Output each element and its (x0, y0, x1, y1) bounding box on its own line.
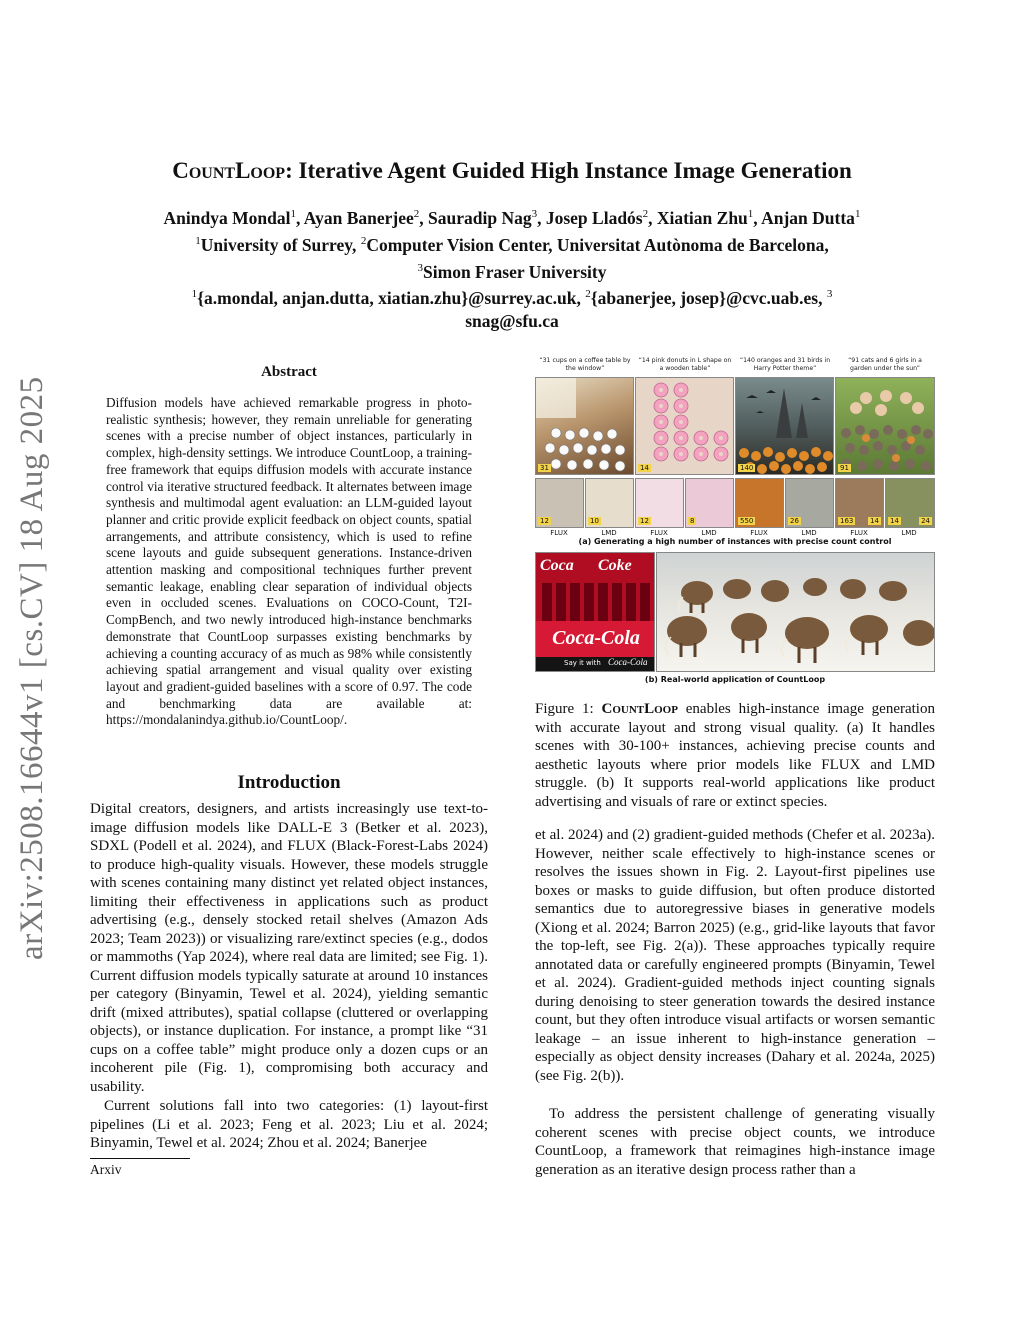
count-badge: 31 (540, 464, 549, 472)
introduction-paragraph-1: Digital creators, designers, and artists increasingly use text-to-image diffusion models like DALL-E 3 (Betker et al. 2023), SDXL (Podell et al. 2024), and FLUX (Black-Forest-Labs 2024) to produce high-quality visuals. However, these models struggle with scenes containing many distinct yet related object instances, limiting their effectiveness in applications such as product advertising (e.g., densely stocked retail shelves (Amazon Ads 2023; Team 2023)) or visualizing rare/extinct species (e.g., dodos or mammoths (Yap 2024), where real data are limited; see Fig. 1). Current diffusion models typically saturate at around 10 instances per category (Binyamin, Tewel et al. 2024), yielding semantic drift (mixed attributes), spatial collapse (cluttered or overlapping objects), or instance duplication. For instance, a prompt like “31 cups on a coffee table” might produce only a dozen cups or an incoherent pile (Fig. 1), compromising both accuracy and usability. (90, 801, 488, 1095)
cats-illustration (836, 378, 935, 475)
affiliation-line (60, 257, 964, 284)
count-badge: 163 (840, 517, 854, 525)
ad-slogan-logo: Coca-Cola (608, 657, 648, 667)
author-name: Xiatian Zhu (656, 207, 748, 228)
count-badge: 140 (740, 464, 754, 472)
image-donuts-flux (635, 478, 684, 528)
prompt-cups: “31 cups on a coffee table by the window” (539, 357, 631, 372)
affil-mark: 3 (826, 288, 833, 301)
affil-mark: 2 (585, 288, 591, 301)
author-name: Josep Lladós (545, 207, 643, 228)
affiliation-line (60, 230, 964, 257)
title-rest: : Iterative Agent Guided High Instance Image Generation (285, 158, 852, 183)
author-affil-mark: 1 (747, 208, 754, 220)
image-cups (535, 377, 634, 475)
figure-subcaption-b: (b) Real-world application of CountLoop (644, 675, 826, 684)
right-column-paragraph-2: To address the persistent challenge of generating visually coherent scenes with precise object counts, we introduce CountLoop, a framework that reimagines high-instance image generation as an iterative design process rather than a (535, 1106, 935, 1178)
footnote-rule (90, 1158, 190, 1159)
affiliation-text: University of Surrey, (200, 234, 361, 255)
email-line: snag@sfu.ca (465, 311, 559, 332)
author-line: Anindya Mondal$^1$, Ayan Banerjee$^2$, Sauradip Nag$^3$, Josep Lladós$^2$, Xiatian Zhu$^1$, Anjan Dutta$^1$ (163, 207, 861, 228)
figure-subcaption-a: (a) Generating a high number of instances with precise count control (578, 537, 892, 546)
footnote: Arxiv (90, 1162, 122, 1177)
mammoths-illustration (657, 553, 935, 672)
paper-title (0, 158, 1024, 184)
bottles-illustration (536, 553, 655, 672)
caption-label: Figure 1: (535, 701, 602, 717)
caption-method-name: CountLoop (601, 701, 678, 717)
introduction-heading: Introduction (237, 772, 341, 793)
count-badge: 8 (690, 517, 695, 525)
email-line (60, 283, 964, 310)
arxiv-stamp: arXiv:2508.16644v1 [cs.CV] 18 Aug 2025 (14, 376, 50, 960)
image-donuts (635, 377, 734, 475)
method-label: LMD (901, 529, 917, 537)
count-badge: 12 (540, 517, 549, 525)
count-badge: 550 (740, 517, 754, 525)
affil-mark: 2 (360, 234, 367, 247)
method-label: FLUX (550, 529, 568, 537)
prompt-cats: “91 cats and 6 girls in a garden under the sun” (848, 357, 922, 372)
count-badge: 12 (640, 517, 649, 525)
caption-text: enables high-instance image generation with accurate layout and strong visual quality. (a) It handles scenes with 30-100+ instances, achieving precise counts and aesthetic layouts where prior models like FLUX and LMD struggle. (b) It supports real-world applications like product advertising and visuals of rare or extinct species. (535, 701, 935, 810)
count-badge: 14 (640, 464, 649, 472)
method-label: FLUX (750, 529, 768, 537)
abstract-heading: Abstract (261, 364, 317, 380)
prompt-oranges: “140 oranges and 31 birds in Harry Potter theme” (739, 357, 831, 372)
ad-slogan: Say it with (564, 659, 601, 667)
image-oranges-lmd (785, 478, 834, 528)
author-name: Sauradip Nag (428, 207, 532, 228)
author-block (60, 203, 964, 333)
ad-logo: Coca-Cola (552, 627, 640, 649)
count-badge: 14 (870, 517, 879, 525)
count-badge: 14 (890, 517, 899, 525)
method-label: LMD (801, 529, 817, 537)
image-cats-flux (835, 478, 884, 528)
cups-illustration (536, 378, 634, 475)
count-badge: 24 (921, 517, 930, 525)
image-oranges (735, 377, 834, 475)
image-mammoths (656, 552, 935, 672)
method-label: LMD (701, 529, 717, 537)
figure-caption (535, 700, 935, 811)
right-column-paragraph-1: et al. 2024) and (2) gradient-guided methods (Chefer et al. 2023a). However, neither scale effectively to high-instance scenes or resolves the issues shown in Fig. 2. Layout-first pipelines use boxes or masks to guide diffusion, but often produce distorted semantics due to autoregressive biases in generative models (Xiong et al. 2024; Barron 2025) (e.g., grid-like layouts that favor the top-left, see Fig. 2(a)). These approaches typically require annotated data or carefully engineered prompts (Binyamin, Tewel et al. 2024). Gradient-guided methods inject counting signals during denoising to steer generation towards the desired instance count, but they often introduce visual artifacts or worsen semantic leakage – an issue inherent to high-instance generation – especially as object density increases (Dahary et al. 2024a, 2025) (see Fig. 2(b)). (535, 827, 935, 1084)
image-cats (835, 377, 935, 475)
method-label: FLUX (650, 529, 668, 537)
affiliation-text: Simon Fraser University (423, 261, 607, 282)
introduction-paragraph-2: Current solutions fall into two categories: (1) layout-first pipelines (Li et al. 2023; Feng et al. 2023; Liu et al. 2024; Binyamin, Tewel et al. 2024; Zhou et al. 2024; Banerjee (90, 1098, 488, 1151)
method-label: LMD (601, 529, 617, 537)
author-affil-mark: 2 (413, 208, 420, 220)
image-donuts-lmd (685, 478, 734, 528)
image-cats-lmd (885, 478, 935, 528)
ad-brand-coca: Coca (540, 557, 574, 574)
count-badge: 10 (590, 517, 599, 525)
image-cups-lmd (585, 478, 634, 528)
count-badge: 91 (840, 464, 849, 472)
affil-mark: 3 (417, 261, 424, 274)
author-affil-mark: 1 (854, 208, 861, 220)
count-badge: 26 (790, 517, 799, 525)
abstract-text: Diffusion models have achieved remarkable progress in photo-realistic synthesis; however, they remain unreliable for generating scenes with a precise number of object instances, particularly in complex, high-density settings. We introduce CountLoop, a training-free framework that equips diffusion models with accurate instance control via iterative structured feedback. It alternates between image synthesis and multimodal agent evaluation: an LLM-guided layout planner and critic provide explicit feedback on object counts, spatial arrangements, and attribute consistency, which is used to refine scene layouts and guide subsequent generations. Instance-driven attention masking and compositional techniques further prevent semantic leakage, enabling clear separation of individual objects even in occluded scenes. Evaluations on COCO-Count, T2I-CompBench, and two newly introduced high-instance benchmarks demonstrate that CountLoop surpasses existing benchmarks by achieving a counting accuracy of as much as 98% while consistently achieving spatial arrangement and visual quality over existing layout and gradient-guided baselines with a score of 0.97. The code and benchmarking data are available at: https://mondalanindya.github.io/CountLoop/. (106, 395, 472, 728)
image-oranges-flux (735, 478, 784, 528)
author-name: Anindya Mondal (163, 207, 291, 228)
figure-1 (535, 357, 935, 687)
affil-mark: 1 (195, 234, 201, 247)
image-cups-flux (535, 478, 584, 528)
donuts-illustration (636, 378, 734, 475)
ad-brand-coke: Coke (598, 557, 632, 574)
oranges-illustration (736, 378, 834, 475)
email-text: {abanerjee, josep}@cvc.uab.es, (590, 288, 827, 309)
author-affil-mark: 3 (531, 208, 538, 220)
author-affil-mark: 2 (642, 208, 649, 220)
title-name-part1: Count (172, 158, 236, 183)
author-name: Ayan Banerjee (303, 207, 414, 228)
author-affil-mark: 1 (290, 208, 296, 220)
method-label: FLUX (850, 529, 868, 537)
affil-mark: 1 (191, 288, 198, 301)
prompt-donuts: “14 pink donuts in L shape on a wooden table” (638, 357, 732, 372)
email-text: {a.mondal, anjan.dutta, xiatian.zhu}@surrey.ac.uk, (197, 288, 586, 309)
image-coke-ad (535, 552, 655, 672)
title-name-part2: Loop (235, 158, 286, 183)
affiliation-text: Computer Vision Center, Universitat Autònoma de Barcelona, (366, 234, 829, 255)
author-name: Anjan Dutta (761, 207, 855, 228)
